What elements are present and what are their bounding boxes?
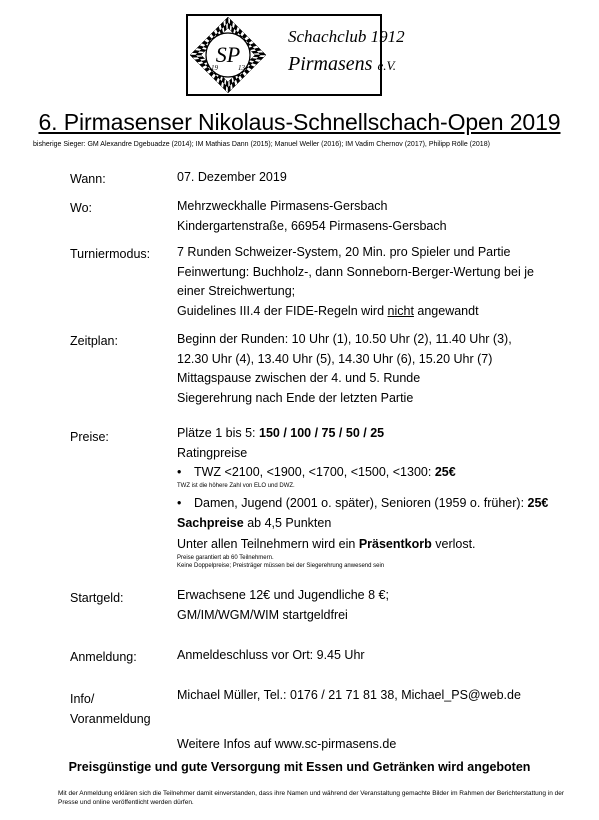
mode-line4 [177, 302, 534, 322]
raffle-bold: Präsentkorb [358, 537, 432, 552]
twz-amount: 25€ [434, 465, 456, 480]
fee-line1: Erwachsene 12€ und Jugendliche 8 €; [177, 588, 389, 602]
mode-label: Turniermodus: [70, 247, 151, 261]
schedule-line1: Beginn der Runden: 10 Uhr (1), 10.50 Uhr (2), 11.40 Uhr (3), [177, 332, 512, 346]
info-label-line2: Voranmeldung [70, 711, 151, 726]
schedule-line4: Siegerehrung nach Ende der letzten Partie [177, 390, 414, 405]
raffle-pre: Unter allen Teilnehmern wird ein [177, 537, 359, 552]
when-value: 07. Dezember 2019 [177, 170, 287, 184]
schedule-value [177, 330, 512, 408]
registration-label: Anmeldung: [70, 650, 137, 664]
fee-line2: GM/IM/WGM/WIM startgeldfrei [177, 607, 348, 622]
special-bullet-item [177, 494, 548, 514]
raffle-post: verlost. [431, 537, 476, 552]
prize-note-2: Keine Doppelpreise; Preisträger müssen bei der Siegerehrung anwesend sein [177, 562, 385, 569]
logo-club-city [288, 53, 396, 76]
prize-note-1: Preise garantiert ab 60 Teilnehmern. [177, 555, 274, 562]
mode-line2: Feinwertung: Buchholz-, dann Sonneborn-Berger-Wertung bei je [177, 264, 534, 279]
logo-city-main: Pirmasens [288, 53, 373, 75]
mode-line1: 7 Runden Schweizer-System, 20 Min. pro Spieler und Partie [177, 245, 511, 259]
where-line1: Mehrzweckhalle Pirmasens-Gersbach [177, 199, 388, 213]
raffle-line [177, 535, 548, 555]
rating-title: Ratingpreise [177, 445, 248, 460]
schedule-line2: 12.30 Uhr (4), 13.40 Uhr (5), 14.30 Uhr (6), 15.20 Uhr (7) [177, 351, 493, 366]
schedule-line3: Mittagspause zwischen der 4. und 5. Runde [177, 371, 421, 386]
logo-city-suffix: e.V. [377, 58, 396, 73]
special-amount: 25€ [527, 496, 549, 511]
prizes-label: Preise: [70, 430, 109, 444]
twz-bullet-item [177, 463, 548, 483]
goods-rest: ab 4,5 Punkten [243, 515, 332, 530]
previous-winners: bisherige Sieger: GM Alexandre Dgebuadze (2014); IM Mathias Dann (2015); Manuel Weller (2016); IM Vadim Chernov (2017), Philipp Rölle (2018) [33, 141, 490, 148]
special-text: Damen, Jugend (2001 o. später), Senioren (1959 o. früher): [194, 496, 528, 511]
mode-line4-pre: Guidelines III.4 der FIDE-Regeln wird [177, 303, 388, 318]
where-label: Wo: [70, 201, 92, 215]
badge-year-left: 19 [211, 64, 218, 72]
twz-text: TWZ <2100, <1900, <1700, <1500, <1300: [194, 465, 435, 480]
disclaimer: Mit der Anmeldung erklären sich die Teilnehmer damit einverstanden, dass ihre Namen und während der Veranstaltung gemachte Bilder im Rahmen der Berichterstattung in der Presse und online veröffentlicht werden dürfen. [58, 790, 565, 806]
registration-value: Anmeldeschluss vor Ort: 9.45 Uhr [177, 648, 365, 662]
goods-bold: Sachpreise [177, 515, 244, 530]
schedule-label: Zeitplan: [70, 334, 118, 348]
mode-line4-post: angewandt [413, 303, 479, 318]
info-label-line1: Info/ [70, 692, 95, 706]
twz-note: TWZ ist die höhere Zahl von ELO und DWZ. [177, 482, 295, 489]
info-label [70, 690, 151, 729]
badge-initials: SP [215, 42, 241, 67]
where-line2: Kindergartenstraße, 66954 Pirmasens-Gersbach [177, 218, 447, 233]
bullet-icon: • [177, 496, 182, 511]
page-title: 6. Pirmasenser Nikolaus-Schnellschach-Open 2019 [38, 109, 561, 135]
mode-line3: einer Streichwertung; [177, 284, 296, 299]
prizes-places [177, 424, 548, 444]
prizes-value [177, 424, 548, 570]
prizes-places-values: 150 / 100 / 75 / 50 / 25 [259, 426, 385, 440]
logo-club-name: Schachclub 1912 [288, 27, 405, 46]
info-value: Michael Müller, Tel.: 0176 / 21 71 81 38, Michael_PS@web.de [177, 688, 521, 702]
prizes-places-pre: Plätze 1 bis 5: [177, 426, 259, 440]
when-label: Wann: [70, 172, 106, 186]
goods-prizes [177, 514, 548, 534]
catering-note: Preisgünstige und gute Versorgung mit Essen und Getränken wird angeboten [68, 760, 531, 774]
bullet-icon: • [177, 465, 182, 480]
fee-value [177, 586, 389, 625]
fee-label: Startgeld: [70, 591, 124, 605]
mode-value [177, 243, 534, 321]
badge-year-right: 13 [238, 64, 245, 72]
more-info: Weitere Infos auf www.sc-pirmasens.de [177, 737, 397, 751]
where-value [177, 197, 447, 236]
mode-line4-underlined: nicht [387, 303, 414, 318]
